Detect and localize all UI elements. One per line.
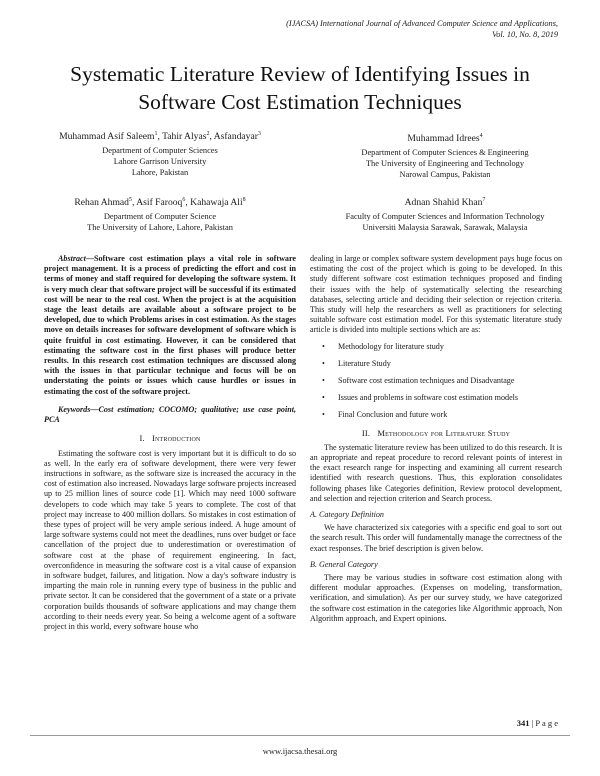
affiliation-line: Department of Computer Sciences bbox=[102, 146, 218, 156]
author-names-2: Muhammad Idrees$^4$ bbox=[407, 133, 483, 145]
author-group-2 bbox=[310, 130, 580, 180]
affiliation-line: Narowal Campus, Pakistan bbox=[399, 170, 491, 180]
journal-header-line1: (IJACSA) International Journal of Advanced Computer Science and Applications, bbox=[286, 19, 558, 28]
category-definition-paragraph: We have characterized six categories with a specific end goal to sort out the search result. This order will fundamentally manage the correctness of the exact responses. The brief description is given below. bbox=[310, 523, 562, 553]
author-names-1: Muhammad Asif Saleem$^1$, Tahir Alyas$^2$, Asfandayar$^3$ bbox=[59, 131, 261, 143]
page-number: 341 | P a g e bbox=[516, 718, 558, 728]
list-item: • Software cost estimation techniques and Disadvantage bbox=[338, 376, 562, 386]
author-group-3 bbox=[30, 194, 290, 233]
general-category-paragraph: There may be various studies in software cost estimation along with different modular approaches. (Expenses on modeling, transformation, verification, and simulation). As per our survey study, we have categorized the software cost estimation in the categories like Algorithmic approach, Non Algorithm approach, and Expert opinions. bbox=[310, 573, 562, 623]
abstract-label: Abstract bbox=[58, 254, 86, 263]
abstract-text: —Software cost estimation plays a vital role in software project management. It is a process of predicting the effort and cost in terms of money and staff required for developing the software system. It is very much clear that software project will be successful if its estimated cost will be near to the real cost. When the project is at the acquisition stage the least details are available about a software project to be developed, due to which Problems arises in cost estimation. As the stages move on details increases for software development of software which is quite fruitful in cost estimating. However, it can be considered that estimating the software cost in the first phases will produce better results. In this research cost estimation techniques are discussed along with the issues in that particular technique and focus will be on understating the points or issues which cause hurdles or issues in estimating the cost of the software project. bbox=[44, 254, 296, 396]
left-column bbox=[44, 254, 296, 632]
affiliation-line: Faculty of Computer Sciences and Information Technology bbox=[345, 212, 545, 222]
right-intro-paragraph: dealing in large or complex software system development pays huge focus on estimating the cost of the project which is going to be developed. In this study different software cost estimation techniques proposed and finding their issues with the help of systematically selecting the researching databases, selecting article and deciding their selection or rejection criteria. This study will help the researchers as well as practitioners for selecting suitable software cost estimation model. For this systematic literature study article is divided into multiple sections which are as: bbox=[310, 254, 562, 335]
abstract bbox=[44, 254, 296, 397]
affiliation-line: The University of Engineering and Technology bbox=[365, 159, 525, 169]
author-names-3: Rehan Ahmad$^5$, Asif Farooq$^6$, Kahawaja Ali$^8$ bbox=[74, 197, 246, 209]
keywords: Keywords—Cost estimation; COCOMO; qualitative; use case point, PCA bbox=[44, 404, 296, 425]
author-group-4 bbox=[300, 194, 590, 233]
author-group-1 bbox=[30, 128, 290, 178]
subsection-heading-general-category: B. General Category bbox=[310, 559, 378, 569]
affiliation-line: Department of Computer Science bbox=[103, 212, 217, 222]
list-item: • Methodology for literature study bbox=[338, 342, 562, 352]
list-item: • Final Conclusion and future work bbox=[338, 410, 562, 420]
subsection-heading-category-definition: A. Category Definition bbox=[310, 510, 384, 520]
section-heading-introduction: I. Introduction bbox=[139, 433, 201, 444]
introduction-paragraph: Estimating the software cost is very important but it is difficult to do so as well. In the early era of software development, there were very fewer instructions in software, as the software size is increased the accuracy in the cost of estimation also increased. Nowadays large software projects increased up to 25 million lines of source code [1]. Which may need 1000 software developers to code which may take 5 years to complete. The cost of that project may increase to 400 million dollars. So mistakes in cost estimation of these types of project will be very ample serious indeed. A huge amount of large software systems could not meet the deadlines, runs over budget or face cancellation of the project due to underestimation or overestimation of software cost at the phase of requirement engineering. In fact, overconfidence in measuring the software cost is a vital cause of expansion in software budget, failures, and litigation. Now a day's software industry is imparting the main role in running every type of business in the public and private sector. It can be considered that the government of a state or a private corporation builds thousands of software applications and may change them according to their needs every year. So being a welcome agent of a software project in this world, every software house who bbox=[44, 448, 296, 631]
section-list bbox=[310, 342, 562, 421]
section-heading-methodology: II. Methodology for Literature Study bbox=[361, 427, 511, 438]
affiliation-line: Department of Computer Sciences & Engineering bbox=[361, 148, 529, 158]
affiliation-line: The University of Lahore, Lahore, Pakistan bbox=[87, 223, 233, 233]
footer-divider bbox=[30, 735, 570, 736]
paper-title-line1: Systematic Literature Review of Identifying Issues in bbox=[70, 62, 530, 86]
affiliation-line: Lahore, Pakistan bbox=[131, 168, 189, 178]
paper-title-line2: Software Cost Estimation Techniques bbox=[138, 90, 462, 114]
author-names-4: Adnan Shahid Khan$^7$ bbox=[404, 197, 486, 209]
journal-header-line2: Vol. 10, No. 8, 2019 bbox=[492, 30, 558, 39]
right-column bbox=[310, 254, 562, 624]
methodology-paragraph: The systematic literature review has been utilized to do this research. It is an appropriate and repeat procedure to record relevant points of interest in the exact research range for inspecting and examining all current research identified with research questions. Thus, this exploration consolidates following phases like Categories definition, Review protocol development, and selection and rejection criterion and Search process. bbox=[310, 442, 563, 503]
list-item: • Issues and problems in software cost estimation models bbox=[338, 393, 562, 403]
footer-url[interactable]: www.ijacsa.thesai.org bbox=[262, 746, 338, 756]
affiliation-line: Universiti Malaysia Sarawak, Sarawak, Malaysia bbox=[362, 223, 528, 233]
paper-title bbox=[30, 60, 570, 116]
list-item: • Literature Study bbox=[338, 359, 562, 369]
journal-header bbox=[178, 18, 558, 40]
affiliation-line: Lahore Garrison University bbox=[113, 157, 207, 167]
